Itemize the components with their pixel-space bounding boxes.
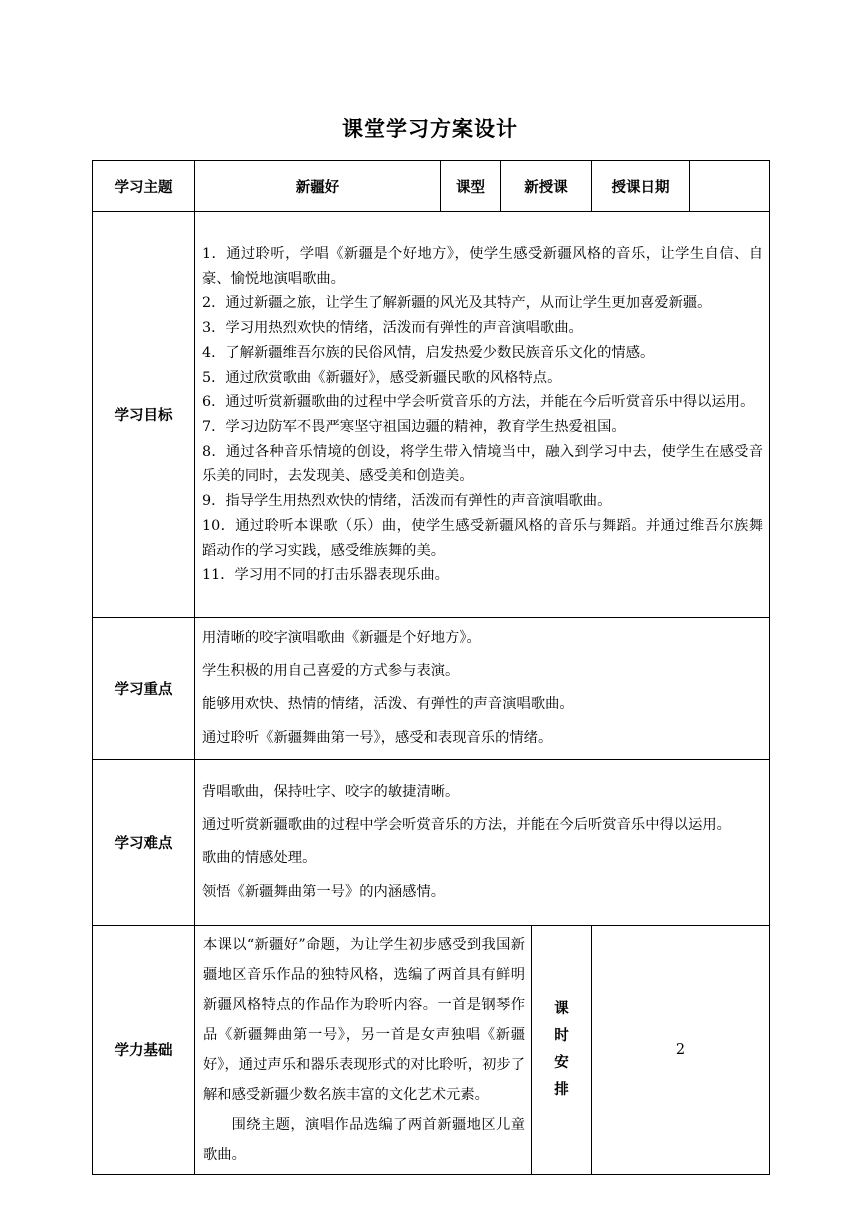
key-point-item: 学生积极的用自己喜爱的方式参与表演。	[202, 663, 460, 680]
difficulty-item: 歌曲的情感处理。	[202, 850, 317, 867]
header-row	[93, 161, 770, 212]
objective-item: 1．通过聆听，学唱《新疆是个好地方》，使学生感受新疆风格的音乐，让学生自信、自豪、愉悦地演唱歌曲。	[202, 246, 763, 287]
objectives-list	[195, 212, 770, 618]
basis-paragraph: 本课以“新疆好”命题，为让学生初步感受到我国新疆地区音乐作品的独特风格，选编了两首具有鲜明新疆风格特点的作品作为聆听内容。一首是钢琴作品《新疆舞曲第一号》，另一首是女声独唱《新疆好》，通过声乐和器乐表现形式的对比聆听，初步了解和感受新疆少数名族丰富的文化艺术元素。	[203, 936, 525, 1103]
objective-item: 8．通过各种音乐情境的创设，将学生带入情境当中，融入到学习中去，使学生在感受音乐美的同时，去发现美、感受美和创造美。	[202, 443, 763, 485]
basis-label: 学力基础	[93, 925, 195, 1174]
objectives-row	[93, 212, 770, 618]
difficulty-item: 背唱歌曲，保持吐字、咬字的敏捷清晰。	[202, 783, 460, 800]
key-point-item: 用清晰的咬字演唱歌曲《新疆是个好地方》。	[202, 630, 481, 646]
key-point-item: 通过聆听《新疆舞曲第一号》，感受和表现音乐的情绪。	[202, 729, 553, 746]
objective-item: 3．学习用热烈欢快的情绪，活泼而有弹性的声音演唱歌曲。	[202, 320, 583, 337]
schedule-value: 2	[592, 925, 770, 1174]
type-label: 课型	[441, 161, 501, 212]
type-value: 新授课	[501, 161, 592, 212]
objective-item: 4．了解新疆维吾尔族的民俗风情，启发热爱少数民族音乐文化的情感。	[202, 344, 655, 361]
objectives-label: 学习目标	[93, 212, 195, 618]
page-title: 课堂学习方案设计	[342, 117, 518, 141]
basis-text	[195, 925, 532, 1174]
difficulty-item: 通过听赏新疆歌曲的过程中学会听赏音乐的方法，并能在今后听赏音乐中得以运用。	[202, 817, 731, 834]
objective-item: 5．通过欣赏歌曲《新疆好》，感受新疆民歌的风格特点。	[202, 369, 562, 386]
objective-item: 7．学习边防军不畏严寒坚守祖国边疆的精神，教育学生热爱祖国。	[202, 419, 626, 435]
objective-item: 11．学习用不同的打击乐器表现乐曲。	[202, 567, 449, 584]
schedule-label-char: 安	[554, 1054, 569, 1071]
schedule-label-char: 时	[554, 1027, 569, 1044]
basis-paragraph: 围绕主题，演唱作品选编了两首新疆地区儿童歌曲。	[203, 1116, 525, 1163]
difficulty-item: 领悟《新疆舞曲第一号》的内涵感情。	[202, 883, 446, 900]
key-points-label: 学习重点	[93, 618, 195, 760]
key-points-row	[93, 618, 770, 760]
schedule-label-char: 排	[554, 1081, 569, 1098]
date-value	[690, 161, 770, 212]
basis-row	[93, 925, 770, 1174]
topic-label: 学习主题	[93, 161, 195, 212]
objective-item: 2．通过新疆之旅，让学生了解新疆的风光及其特产，从而让学生更加喜爱新疆。	[202, 295, 712, 312]
topic-value: 新疆好	[195, 161, 441, 212]
schedule-label-char: 课	[554, 1000, 569, 1017]
schedule-label	[532, 925, 592, 1174]
key-points-list	[195, 618, 770, 760]
key-point-item: 能够用欢快、热情的情绪，活泼、有弹性的声音演唱歌曲。	[202, 696, 574, 713]
objective-item: 9．指导学生用热烈欢快的情绪，活泼而有弹性的声音演唱歌曲。	[202, 493, 612, 510]
lesson-plan-table	[92, 160, 770, 1175]
date-label: 授课日期	[592, 161, 690, 212]
difficulties-label: 学习难点	[93, 759, 195, 925]
difficulties-row	[93, 759, 770, 925]
difficulties-list	[195, 759, 770, 925]
objective-item: 6．通过听赏新疆歌曲的过程中学会听赏音乐的方法，并能在今后听赏音乐中得以运用。	[202, 394, 755, 411]
objective-item: 10．通过聆听本课歌（乐）曲，使学生感受新疆风格的音乐与舞蹈。并通过维吾尔族舞蹈动作的学习实践，感受维族舞的美。	[202, 517, 763, 559]
